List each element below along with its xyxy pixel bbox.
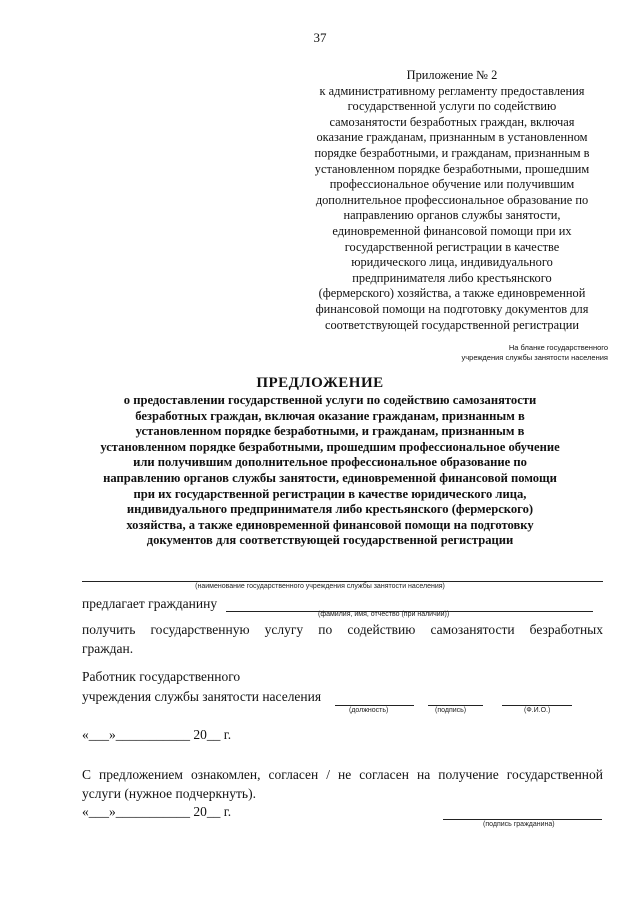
position-line[interactable] [335, 705, 414, 706]
consent-line: С предложением ознакомлен, согласен / не согласен на получение государственной [82, 767, 603, 782]
appendix-line: направлению органов службы занятости, [343, 208, 561, 223]
consent-line: услуги (нужное подчеркнуть). [82, 786, 256, 801]
letterhead-note-line: учреждения службы занятости населения [461, 353, 608, 362]
appendix-line: (фермерского) хозяйства, а также единовременной [318, 286, 586, 301]
worker-name-line[interactable] [502, 705, 572, 706]
appendix-line: самозанятости безработных граждан, включая [329, 114, 575, 129]
appendix-line: соответствующей государственной регистрации [324, 317, 579, 332]
subtitle-line: индивидуального предпринимателя либо крестьянского (фермерского) [126, 502, 534, 517]
receive-service-text [82, 620, 603, 658]
appendix-line: дополнительное профессиональное образование по [315, 192, 589, 207]
citizen-signature-line[interactable] [443, 819, 602, 820]
appendix-line: финансовой помощи на подготовку документов для [315, 301, 589, 316]
signature-caption: (подпись) [435, 707, 467, 714]
subtitle-line: при их государственной регистрации в качестве юридического лица, [133, 486, 527, 501]
document-title: ПРЕДЛОЖЕНИЕ [256, 375, 384, 391]
appendix-line: единовременной финансовой помощи при их [332, 223, 572, 238]
worker-label-line2: учреждения службы занятости населения [82, 689, 322, 704]
subtitle-line: направлению органов службы занятости, единовременной финансовой помощи [103, 470, 557, 485]
institution-caption: (наименование государственного учреждения службы занятости населения) [195, 583, 445, 590]
appendix-line: оказание гражданам, признанным в установленном [316, 130, 588, 145]
appendix-line: порядке безработными, и гражданам, признанным в [314, 145, 590, 160]
appendix-line: к административному регламенту предоставления [319, 83, 585, 98]
date-field-2[interactable]: «___»___________ 20__ г. [82, 804, 232, 819]
institution-name-line[interactable] [82, 581, 603, 582]
subtitle-line: документов для соответствующей государственной регистрации [146, 533, 514, 548]
appendix-line: установленном порядке безработными, прошедшим [314, 161, 590, 176]
document-subtitle [56, 393, 604, 549]
appendix-header [284, 68, 620, 333]
subtitle-line: о предоставлении государственной услуги по содействию самозанятости [123, 393, 537, 407]
appendix-line: государственной услуги по содействию [347, 99, 557, 114]
letterhead-note [461, 343, 608, 363]
subtitle-line: установленном порядке безработными, прошедшим профессиональное обучение [100, 439, 560, 454]
subtitle-line: хозяйства, а также единовременной финансовой помощи на подготовку [126, 517, 534, 532]
citizen-signature-caption: (подпись гражданина) [483, 821, 555, 828]
subtitle-line: или получившим дополнительное профессиональное образование по [133, 455, 527, 470]
letterhead-note-line: На бланке государственного [508, 343, 608, 352]
subtitle-line: установленном порядке безработными, и гражданам, признанным в [135, 424, 525, 439]
appendix-line: государственной регистрации в качестве [344, 239, 560, 254]
appendix-line: профессиональное обучение или получившим [329, 177, 575, 192]
page-number: 37 [313, 30, 327, 45]
appendix-line: юридического лица, индивидуального [351, 255, 553, 270]
appendix-line: Приложение № 2 [406, 68, 498, 82]
worker-label-line1: Работник государственного [82, 669, 241, 684]
consent-text [82, 765, 603, 803]
worker-name-caption: (Ф.И.О.) [524, 707, 551, 714]
subtitle-line: безработных граждан, включая оказание гражданам, признанным в [135, 408, 525, 423]
offers-label: предлагает гражданину [82, 596, 218, 611]
position-caption: (должность) [349, 707, 389, 714]
date-field-1[interactable]: «___»___________ 20__ г. [82, 727, 232, 742]
signature-line[interactable] [428, 705, 483, 706]
receive-service-line: получить государственную услугу по содействию самозанятости безработных [82, 622, 603, 637]
receive-service-line: граждан. [82, 641, 134, 656]
appendix-line: предпринимателя либо крестьянского [352, 270, 552, 285]
fio-caption: (фамилия, имя, отчество (при наличии)) [318, 611, 450, 618]
